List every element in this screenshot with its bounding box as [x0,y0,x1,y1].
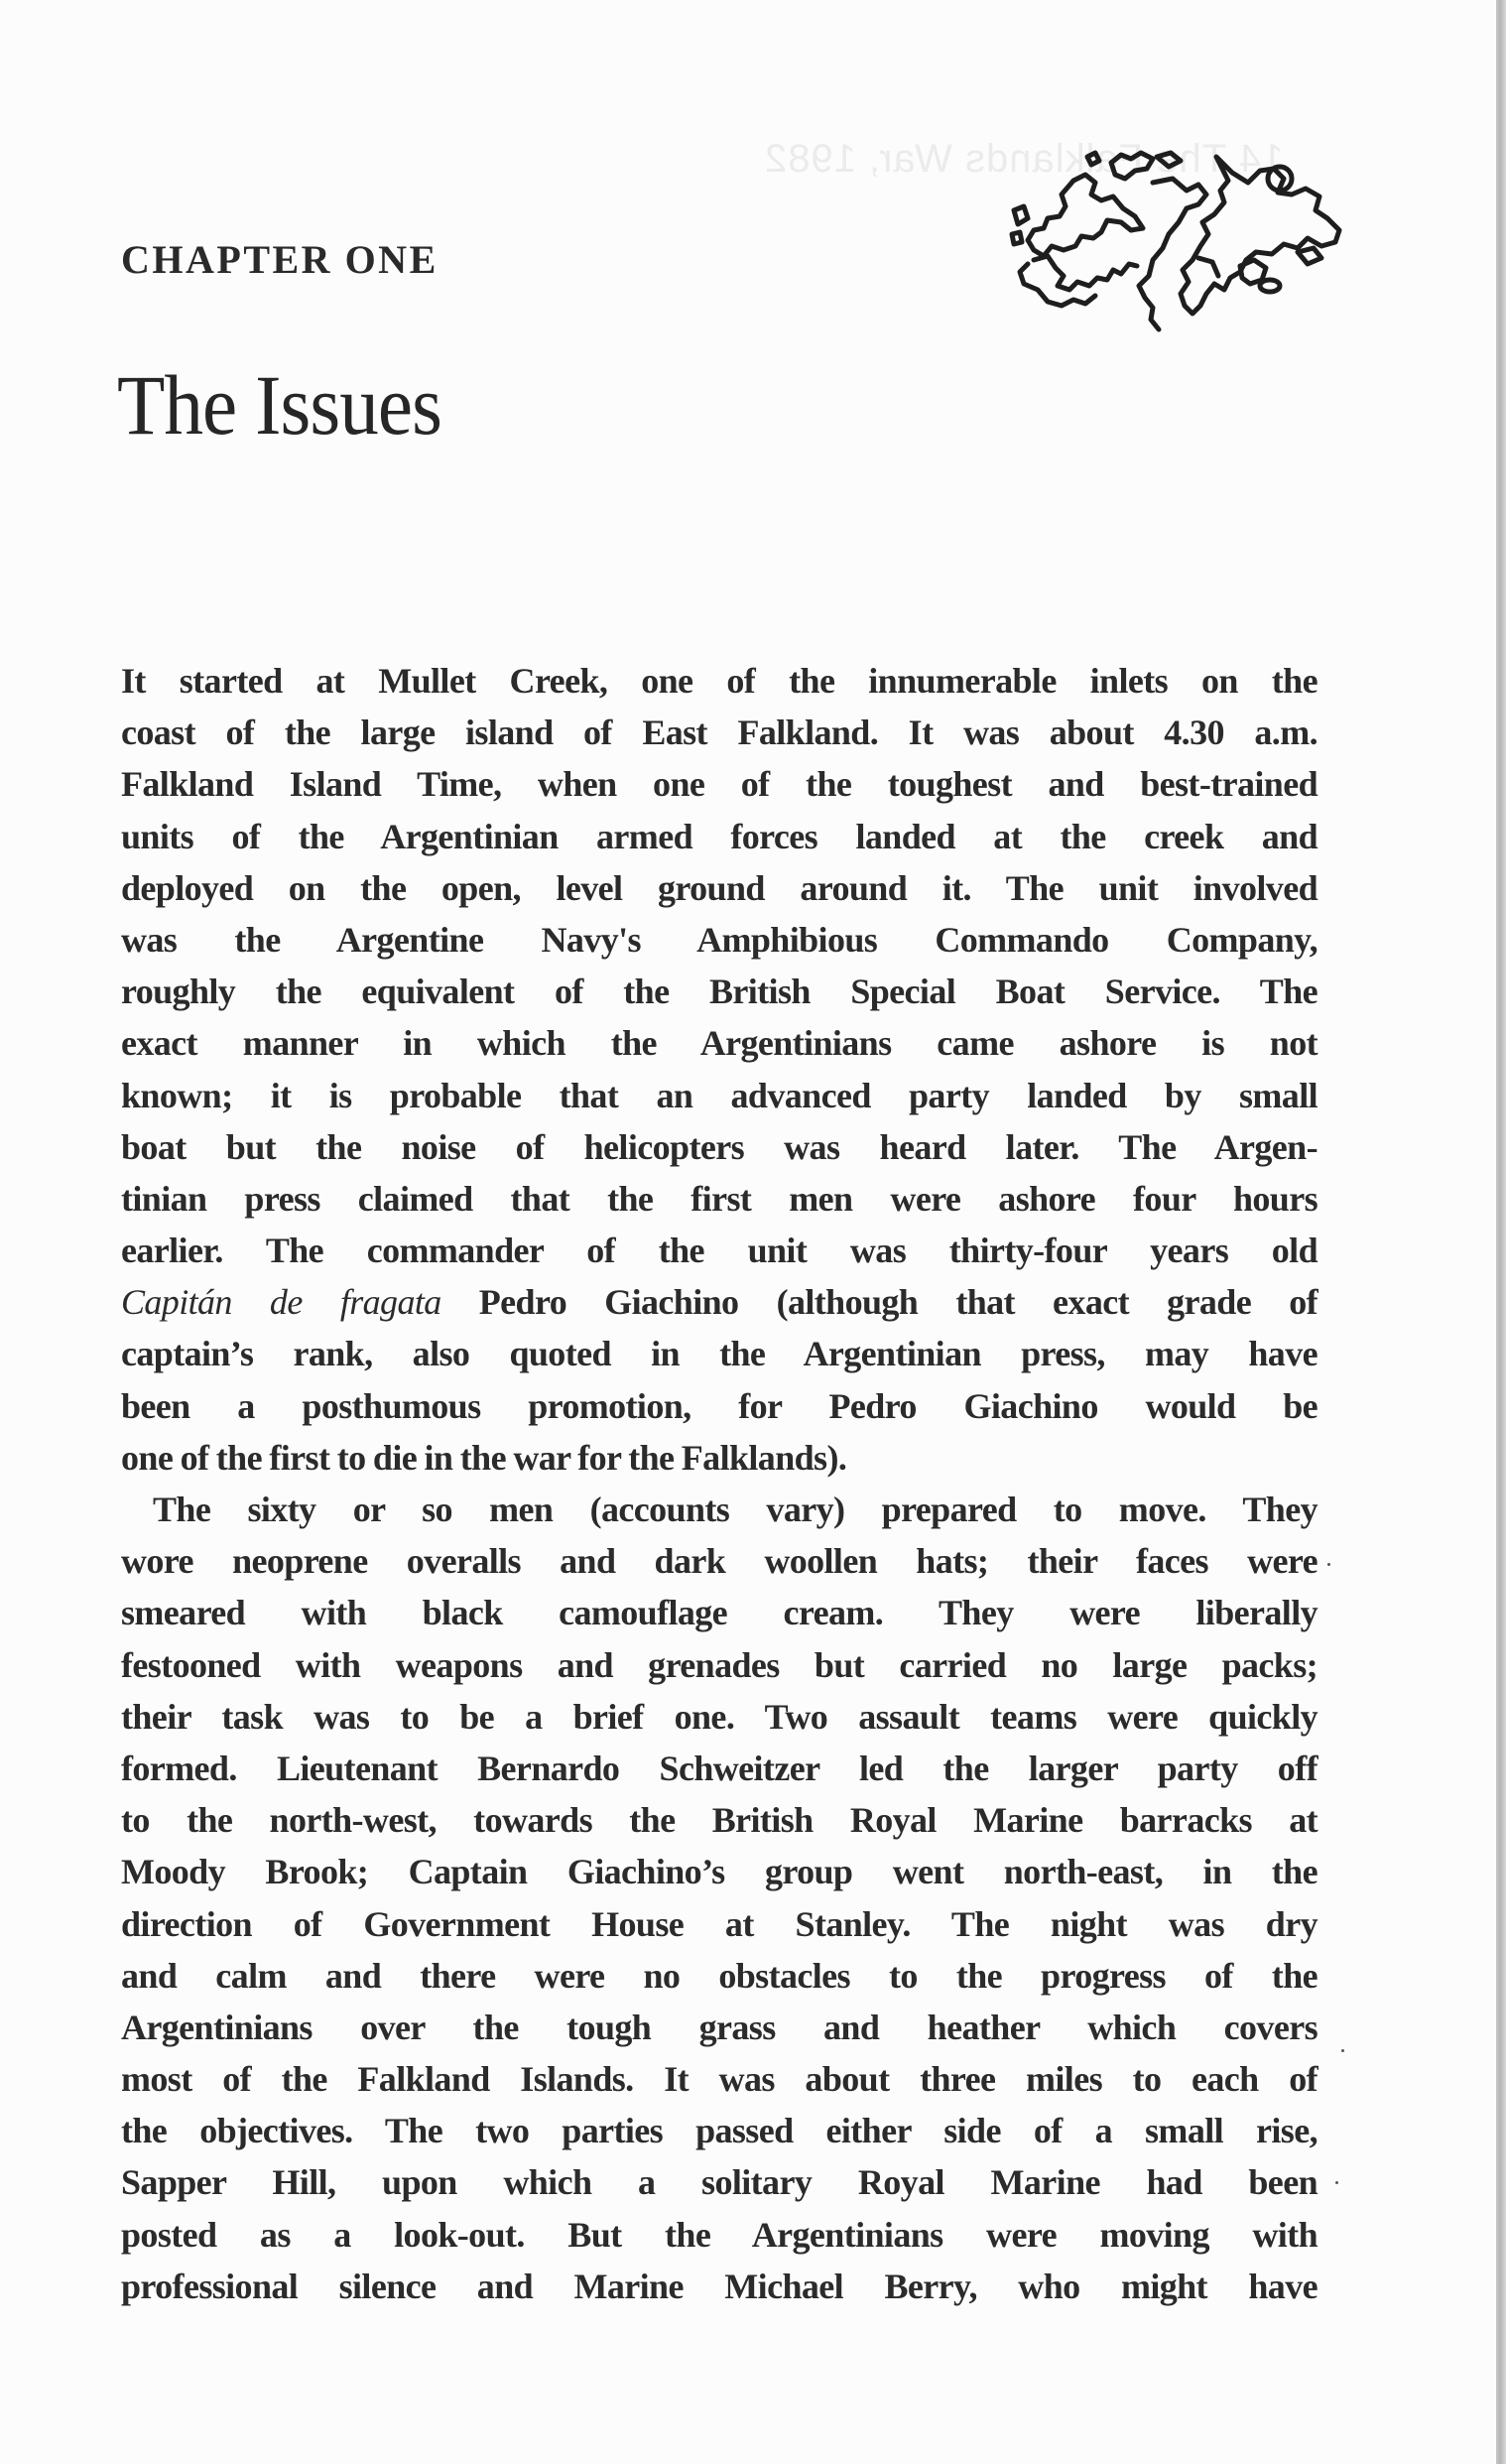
text-line: known; it is probable that an advanced party landed by small [121,1075,1318,1115]
text-line: Moody Brook; Captain Giachino’s group went north-east, in the [121,1852,1318,1892]
italic-rank-title: Capitán de fragata [121,1282,441,1323]
text-line: Sapper Hill, upon which a solitary Royal Marine had been [121,2162,1318,2203]
text-line: direction of Government House at Stanley. The night was dry [121,1903,1318,1944]
text-line: professional silence and Marine Michael Berry, who might have [121,2266,1318,2306]
text-line: The sixty or so men (accounts vary) prepared to move. They [153,1490,1318,1529]
falkland-islands-map-icon [1004,139,1351,337]
text-line: units of the Argentinian armed forces landed at the creek and [121,816,1318,856]
paragraph-2 [121,1484,1318,2312]
paragraph-1 [121,655,1318,1484]
text-line: roughly the equivalent of the British Special Boat Service. The [121,972,1318,1012]
text-line: formed. Lieutenant Bernardo Schweitzer led the larger party off [121,1748,1318,1788]
text-line: festooned with weapons and grenades but carried no large packs; [121,1644,1318,1685]
chapter-title: The Issues [117,357,441,453]
text-line: posted as a look-out. But the Argentinians were moving with [121,2214,1318,2255]
text-line: boat but the noise of helicopters was heard later. The Argen- [121,1126,1318,1167]
text-line: earlier. The commander of the unit was thirty-four years old [121,1231,1318,1271]
text-line: exact manner in which the Argentinians came ashore is not [121,1023,1318,1064]
text-line: been a posthumous promotion, for Pedro Giachino would be [121,1385,1318,1426]
text-line: coast of the large island of East Falkland. It was about 4.30 a.m. [121,713,1318,753]
text-line: the objectives. The two parties passed either side of a small rise, [121,2111,1318,2151]
text-line: smeared with black camouflage cream. They were liberally [121,1593,1318,1633]
text-line: wore neoprene overalls and dark woollen hats; their faces were [121,1541,1318,1582]
text-line: Argentinians over the tough grass and heather which covers [121,2007,1318,2047]
text-line: was the Argentine Navy's Amphibious Commando Company, [121,919,1318,960]
text-line: tinian press claimed that the first men were ashore four hours [121,1178,1318,1219]
text-line-rest: Pedro Giachino (although that exact grade of [478,1282,1318,1323]
body-text [121,655,1318,2312]
text-line: Falkland Island Time, when one of the toughest and best-trained [121,764,1318,805]
text-line: and calm and there were no obstacles to the progress of the [121,1955,1318,1996]
print-speck [1341,2049,1344,2052]
bleed-through-header: 14 The Falklands War, 1982 [764,137,1285,181]
print-speck [1335,2181,1338,2184]
text-line: to the north-west, towards the British Royal Marine barracks at [121,1800,1318,1841]
text-line: one of the first to die in the war for the Falklands). [121,1437,847,1478]
page-edge [1496,0,1506,2464]
text-line: captain’s rank, also quoted in the Argentinian press, may have [121,1334,1318,1374]
text-line: It started at Mullet Creek, one of the innumerable inlets on the [121,661,1318,701]
chapter-label: CHAPTER ONE [121,237,439,282]
print-speck [1327,1563,1330,1566]
text-line: most of the Falkland Islands. It was about three miles to each of [121,2059,1318,2100]
text-line: their task was to be a brief one. Two assault teams were quickly [121,1696,1318,1737]
text-line: deployed on the open, level ground around it. The unit involved [121,867,1318,908]
text-line-with-italic [121,1276,1318,1328]
